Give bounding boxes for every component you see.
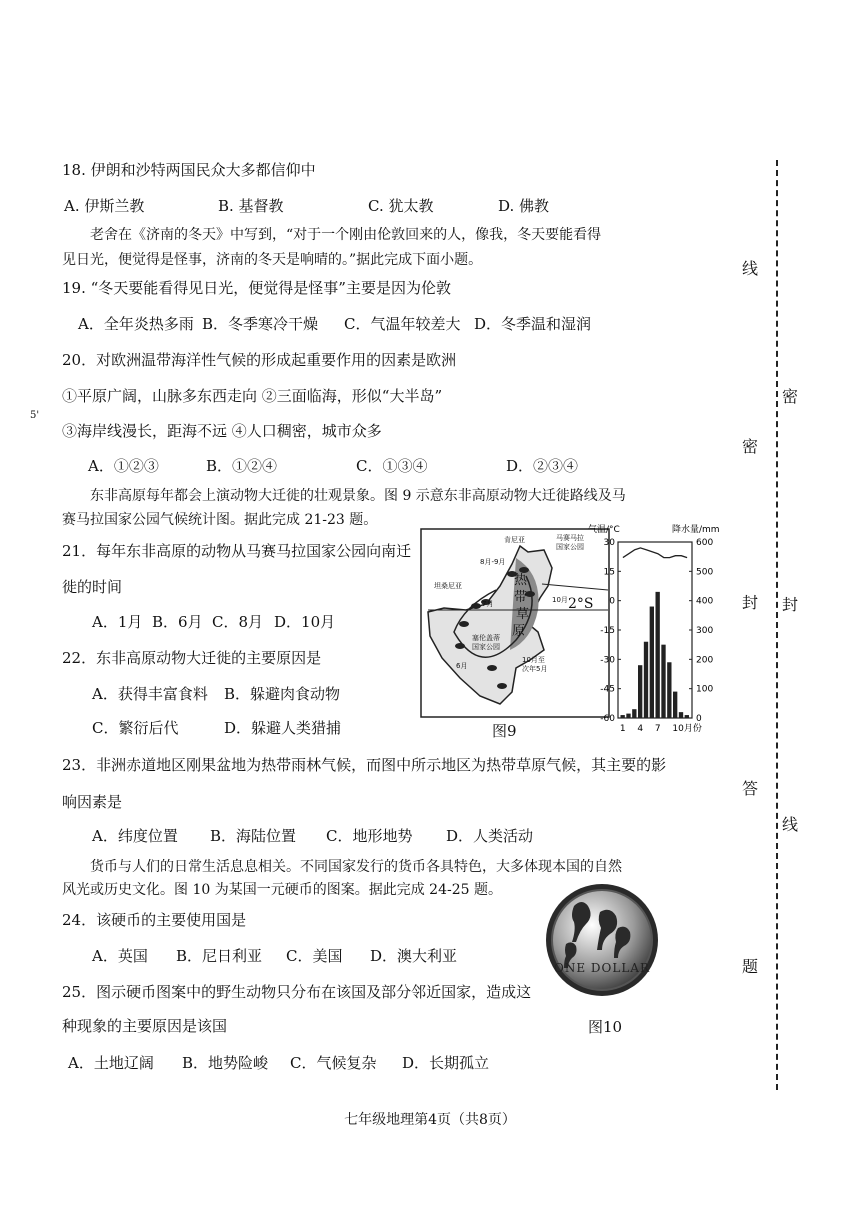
passage2-line1: 东非高原每年都会上演动物大迁徙的壮观景象。图 9 示意东非高原动物大迁徙路线及马: [90, 488, 626, 504]
q22-option-c: C．繁衍后代: [92, 719, 179, 737]
q19-option-d: D．冬季温和湿润: [474, 315, 592, 333]
label-savanna-4: 原: [512, 624, 526, 639]
q21-stem-line2: 徙的时间: [62, 578, 123, 596]
passage2-line2: 赛马拉国家公园气候统计图。据此完成 21-23 题。: [62, 512, 378, 528]
precip-bar-9: [667, 662, 671, 718]
label-tanzania: 坦桑尼亚: [434, 582, 462, 590]
precip-bar-7: [656, 592, 660, 718]
q24-option-d: D．澳大利亚: [370, 947, 458, 965]
one-dollar-coin-image: [544, 882, 660, 998]
right-tick-label: 100: [696, 684, 714, 695]
x-tick-label: 1: [619, 724, 626, 734]
label-savanna-1: 热: [514, 573, 528, 588]
q19-stem: 19. “冬天要能看得见日光，便觉得是怪事”主要是因为伦敦: [62, 279, 451, 297]
climate-chart: [586, 520, 742, 736]
temperature-line: [623, 548, 687, 558]
q24-option-a: A．英国: [92, 947, 148, 965]
x-tick-label: 4: [637, 724, 644, 734]
q22-stem: 22．东非高原动物大迁徙的主要原因是: [62, 649, 322, 667]
label-oct-may-next: 次年5月: [522, 665, 548, 673]
q22-option-b: B．躲避肉食动物: [224, 685, 341, 703]
q19-option-c: C．气温年较差大: [344, 315, 461, 333]
q23-option-a: A．纬度位置: [92, 827, 178, 845]
label-serengeti-park: 国家公园: [472, 643, 500, 651]
margin-outer-3: 线: [781, 815, 798, 834]
label-savanna-2: 带: [514, 590, 528, 605]
precip-bar-11: [679, 712, 683, 718]
q20-option-a: A．①②③: [88, 457, 159, 475]
passage1-line1: 老舍在《济南的冬天》中写到，“对于一个刚由伦敦回来的人，像我，冬天要能看得: [90, 227, 602, 243]
left-tick-label: 15: [603, 567, 615, 578]
q25-option-c: C．气候复杂: [290, 1054, 377, 1072]
figure9-caption: 图9: [492, 722, 517, 740]
right-axis-title: 降水量/mm: [672, 525, 720, 535]
left-tick-label: 0: [609, 596, 615, 607]
left-tick-label: -30: [600, 655, 615, 666]
q21-option-b: B．6月: [152, 613, 203, 631]
q25-option-d: D．长期孤立: [402, 1054, 490, 1072]
margin-inner-5: 题: [741, 957, 758, 976]
q21-stem-line1: 21．每年东非高原的动物从马赛马拉国家公园向南迁: [62, 542, 412, 560]
q21-option-c: C．8月: [212, 613, 264, 631]
q20-item1: ①平原广阔，山脉多东西走向 ②三面临海，形似“大半岛”: [62, 387, 443, 405]
precip-bar-5: [644, 642, 648, 718]
precip-bar-12: [685, 715, 689, 718]
q23-option-d: D．人类活动: [446, 827, 534, 845]
q25-option-a: A．土地辽阔: [68, 1054, 154, 1072]
q18-stem: 18. 伊朗和沙特两国民众大多都信仰中: [62, 161, 316, 179]
label-jun: 6月: [456, 662, 468, 670]
right-tick-label: 400: [696, 596, 714, 607]
label-savanna-3: 草: [516, 607, 530, 622]
label-kenya: 肯尼亚: [504, 536, 525, 544]
figure10-caption: 图10: [588, 1018, 623, 1036]
q25-option-b: B．地势险峻: [182, 1054, 269, 1072]
passage3-line1: 货币与人们的日常生活息息相关。不同国家发行的货币各具特色，大多体现本国的自然: [90, 859, 622, 875]
q19-option-a: A．全年炎热多雨: [78, 315, 194, 333]
precip-bar-2: [626, 714, 630, 718]
q21-option-d: D．10月: [274, 613, 336, 631]
page-mark: 5': [30, 410, 40, 421]
q18-option-d: D. 佛教: [498, 197, 550, 215]
passage1-line2: 见日光，便觉得是怪事，济南的冬天是响晴的。”据此完成下面小题。: [62, 252, 483, 268]
label-masai-mara: 马赛马拉: [556, 534, 584, 542]
margin-inner-1: 线: [741, 259, 758, 278]
q21-option-a: A．1月: [92, 613, 143, 631]
x-tick-label: 10月份: [672, 724, 702, 734]
precip-bar-10: [673, 692, 677, 718]
precip-bar-6: [650, 607, 654, 718]
q24-option-c: C．美国: [286, 947, 343, 965]
right-tick-label: 200: [696, 655, 714, 666]
q18-option-c: C. 犹太教: [368, 197, 434, 215]
q23-stem-line2: 响因素是: [62, 793, 123, 811]
q19-option-b: B．冬季寒冷干燥: [202, 315, 319, 333]
q22-option-a: A．获得丰富食料: [92, 685, 208, 703]
label-oct-may: 10月至: [522, 656, 545, 664]
q20-stem: 20．对欧洲温带海洋性气候的形成起重要作用的因素是欧洲: [62, 351, 457, 369]
margin-inner-4: 答: [741, 779, 758, 798]
margin-inner-3: 封: [741, 593, 758, 612]
q25-stem-line2: 种现象的主要原因是该国: [62, 1017, 228, 1035]
label-jul: 7月: [482, 600, 494, 608]
q24-option-b: B．尼日利亚: [176, 947, 263, 965]
q23-stem-line1: 23．非洲赤道地区刚果盆地为热带雨林气候，而图中所示地区为热带草原气候，其主要的影: [62, 756, 667, 774]
left-tick-label: 30: [603, 538, 615, 548]
left-axis-title: 气温/°C: [588, 525, 620, 535]
label-aug-sep: 8月-9月: [480, 558, 506, 566]
precip-bar-3: [632, 709, 636, 718]
margin-outer-1: 密: [781, 387, 798, 406]
q22-option-d: D．躲避人类猎捕: [224, 719, 342, 737]
coin-text: ONE DOLLAR: [553, 961, 651, 975]
page-footer: 七年级地理第4页（共8页）: [344, 1112, 516, 1128]
label-latitude: 2°S: [568, 596, 594, 612]
q18-option-b: B. 基督教: [218, 197, 284, 215]
q20-option-d: D．②③④: [506, 457, 579, 475]
precip-bar-8: [661, 645, 665, 718]
q20-item2: ③海岸线漫长，距海不远 ④人口稠密，城市众多: [62, 422, 382, 440]
q24-stem: 24．该硬币的主要使用国是: [62, 911, 247, 929]
label-serengeti: 塞伦盖蒂: [472, 634, 500, 642]
q20-option-b: B．①②④: [206, 457, 278, 475]
q23-option-c: C．地形地势: [326, 827, 413, 845]
margin-outer-2: 封: [781, 595, 798, 614]
chart-plot-frame: [618, 542, 692, 718]
left-tick-label: -45: [600, 684, 615, 695]
q20-option-c: C．①③④: [356, 457, 428, 475]
margin-inner-2: 密: [741, 437, 758, 456]
label-oct: 10月: [552, 596, 568, 604]
x-tick-label: 7: [654, 724, 661, 734]
passage3-line2: 风光或历史文化。图 10 为某国一元硬币的图案。据此完成 24-25 题。: [62, 882, 502, 898]
q25-stem-line1: 25．图示硬币图案中的野生动物只分布在该国及部分邻近国家，造成这: [62, 983, 532, 1001]
right-tick-label: 300: [696, 626, 714, 636]
precip-bar-4: [638, 665, 642, 718]
label-masai-mara-park: 国家公园: [556, 543, 584, 551]
right-tick-label: 0: [696, 714, 702, 724]
q18-option-a: A. 伊斯兰教: [64, 197, 145, 215]
left-tick-label: -15: [600, 626, 615, 636]
binding-margin-line: [776, 160, 778, 1090]
right-tick-label: 500: [696, 567, 714, 578]
left-tick-label: -60: [600, 714, 615, 724]
migration-map: [420, 528, 610, 718]
precip-bar-1: [621, 715, 625, 718]
right-tick-label: 600: [696, 538, 714, 548]
q23-option-b: B．海陆位置: [210, 827, 297, 845]
